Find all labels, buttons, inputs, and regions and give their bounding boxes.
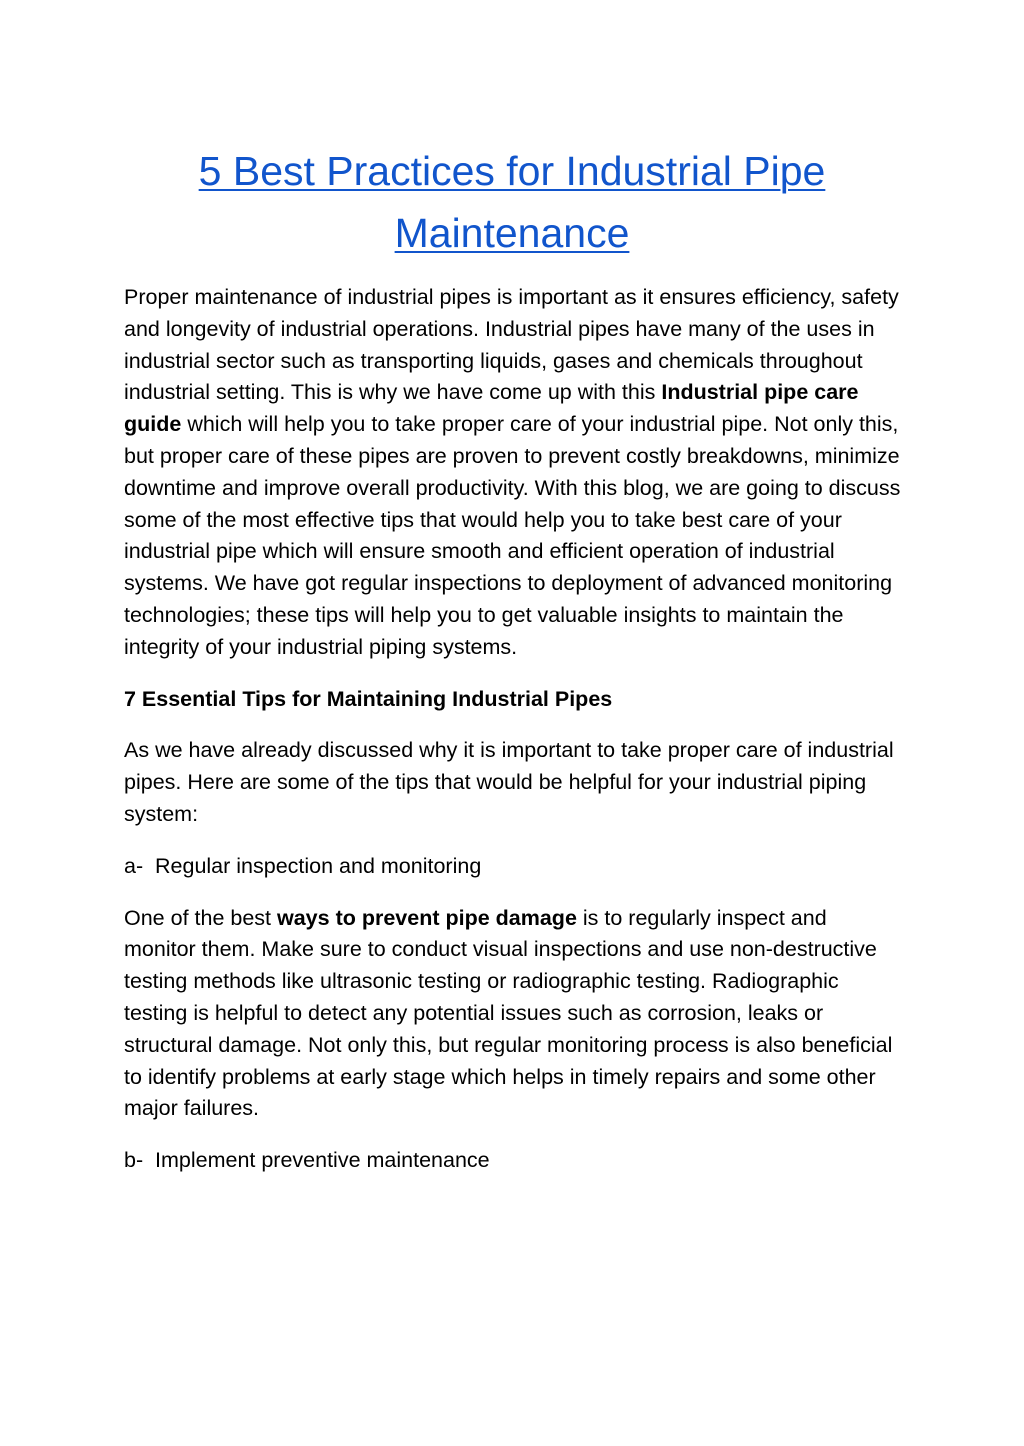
tip-a-body-start: One of the best — [124, 905, 277, 930]
tip-a-heading — [124, 851, 904, 883]
intro-text-start: Proper maintenance of industrial pipes is important as it ensures efficiency, safety and longevity of industrial operations. Industrial pipes have many of the uses in industrial sector such as transporting liquids, gases and chemicals throughout industrial setting. This is why we have come up with this — [124, 285, 899, 405]
intro-bold-phrase: Industrial pipe care guide — [124, 380, 859, 437]
section-heading: 7 Essential Tips for Maintaining Industrial Pipes — [124, 686, 613, 711]
tip-a-letter: a- — [124, 853, 144, 878]
tip-b-heading — [124, 1145, 904, 1177]
intro-text-end: which will help you to take proper care of your industrial pipe. Not only this, but proper care of these pipes are proven to prevent costly breakdowns, minimize downtime and improve overall productivity. With this blog, we are going to discuss some of the most effective tips that would help you to take best care of your industrial pipe which will ensure smooth and efficient operation of industrial systems. We have got regular inspections to deployment of advanced monitoring technologies; these tips will help you to get valuable insights to maintain the integrity of your industrial piping systems. — [124, 412, 901, 659]
tip-a-body — [124, 903, 904, 1126]
tip-b-letter: b- — [124, 1148, 144, 1173]
section-intro-paragraph: As we have already discussed why it is important to take proper care of industrial pipes. Here are some of the tips that would be helpful for your industrial piping system: — [124, 738, 894, 826]
intro-paragraph — [124, 282, 904, 664]
title-link[interactable]: 5 Best Practices for Industrial Pipe Maintenance — [198, 148, 826, 256]
document-title — [100, 140, 924, 264]
tip-a-body-end: is to regularly inspect and monitor them. Make sure to conduct visual inspections and use non-destructive testing methods like ultrasonic testing or radiographic testing. Radiographic testing is helpful to detect any potential issues such as corrosion, leaks or structural damage. Not only this, but regular monitoring process is also beneficial to identify problems at early stage which helps in timely repairs and some other major failures. — [124, 905, 893, 1121]
document-body — [124, 282, 904, 1197]
tip-a-bold-phrase: ways to prevent pipe damage — [277, 905, 577, 930]
tip-a-title: Regular inspection and monitoring — [155, 853, 482, 878]
tip-b-title: Implement preventive maintenance — [155, 1148, 490, 1173]
